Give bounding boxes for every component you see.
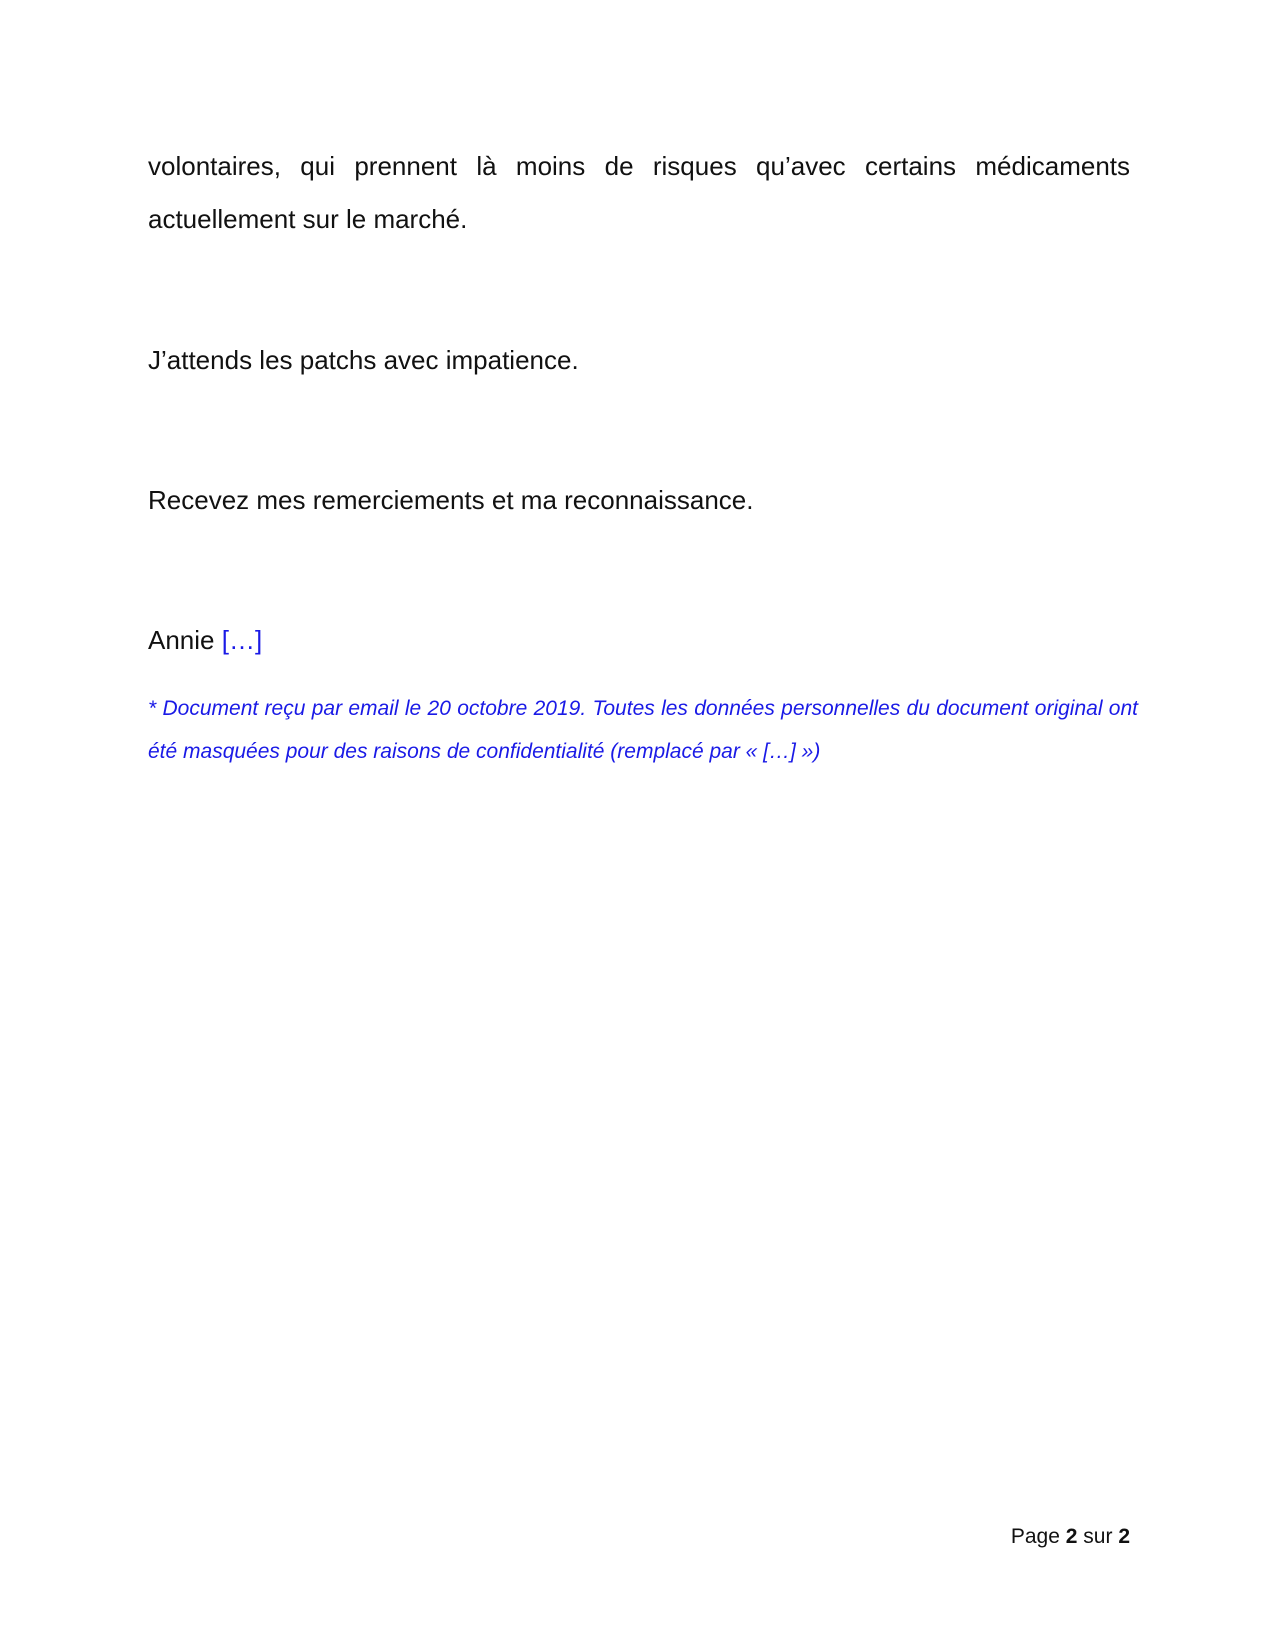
paragraph-continuation: volontaires, qui prennent là moins de risques qu’avec certains médicaments actuellement sur le marché. — [148, 151, 1130, 234]
paragraph-thanks: Recevez mes remerciements et ma reconnaissance. — [148, 485, 754, 515]
paragraph-patch-line: J’attends les patchs avec impatience. — [148, 345, 579, 375]
footnote: * Document reçu par email le 20 octobre 2019. Toutes les données personnelles du document original ont été masquées pour des raisons de confidentialité (remplacé par « […] ») — [148, 697, 1138, 763]
page-number-label: Page — [1010, 1525, 1060, 1548]
signature-name: Annie — [148, 625, 215, 655]
signature-redaction: […] — [221, 625, 263, 655]
page-number — [1011, 1523, 1130, 1551]
signature — [148, 614, 1130, 667]
page-number-current: 2 — [1065, 1525, 1078, 1548]
page-number-of-label: sur — [1083, 1525, 1113, 1548]
page-number-total: 2 — [1118, 1525, 1130, 1548]
